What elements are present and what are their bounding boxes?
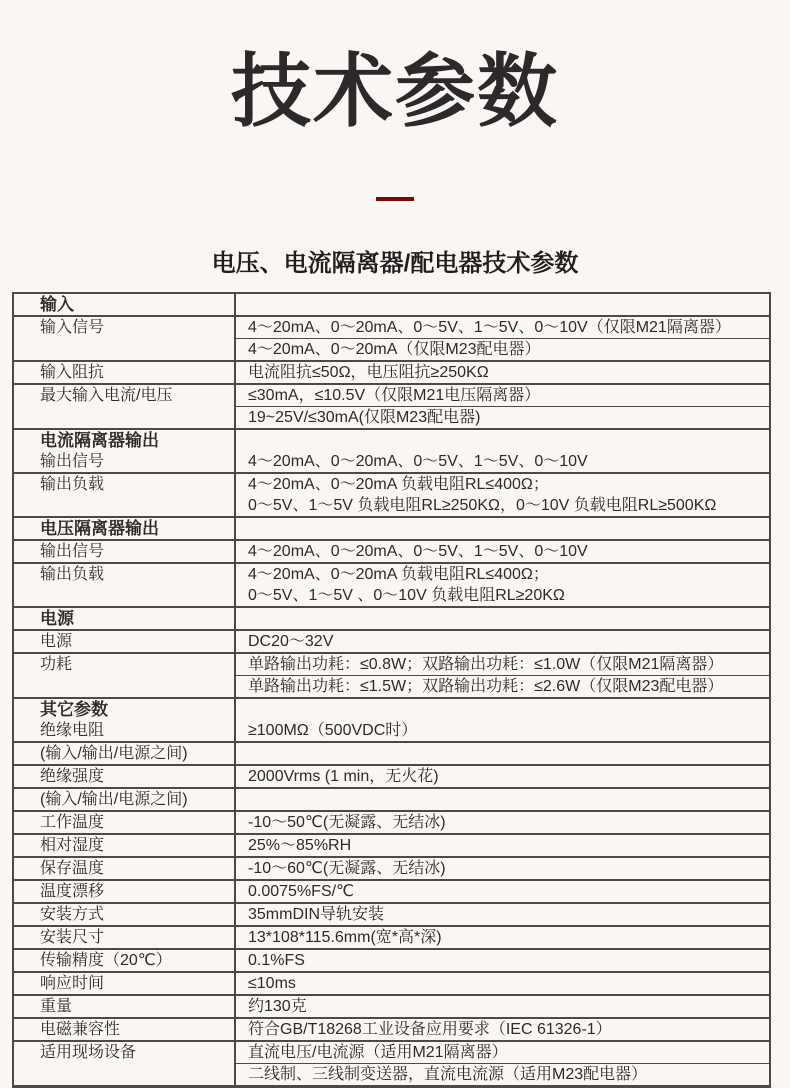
section-label: 电源 (13, 607, 235, 630)
spec-row (13, 563, 770, 607)
param-value: 19~25V/≤30mA(仅限M23配电器) (235, 407, 770, 430)
param-value (235, 788, 770, 811)
param-label: 绝缘电阻 (40, 722, 105, 739)
spec-row (13, 630, 770, 653)
param-label: (输入/输出/电源之间) (13, 788, 235, 811)
param-label: 重量 (13, 995, 235, 1018)
param-label: (输入/输出/电源之间) (13, 742, 235, 765)
param-value: 4～20mA、0～20mA、0～5V、1～5V、0～10V (235, 540, 770, 563)
section-spec-row (13, 698, 770, 742)
spec-row (13, 540, 770, 563)
param-value-line: 0～5V、1～5V 负载电阻RL≥250KΩ，0～10V 负载电阻RL≥500KΩ (248, 497, 717, 514)
param-label: 输出信号 (40, 453, 105, 470)
param-label: 温度漂移 (13, 880, 235, 903)
spec-row (13, 384, 770, 407)
spec-row (13, 653, 770, 676)
param-label: 输出负载 (13, 473, 235, 517)
spec-row (13, 316, 770, 339)
param-label: 绝缘强度 (13, 765, 235, 788)
param-value (235, 607, 770, 630)
spec-row (13, 926, 770, 949)
section-row (13, 517, 770, 540)
spec-row (13, 1041, 770, 1064)
param-value (235, 517, 770, 540)
page-title: 技术参数 (231, 47, 559, 136)
param-label: 安装尺寸 (13, 926, 235, 949)
param-label: 输入信号 (13, 316, 235, 361)
param-value: ≤30mA，≤10.5V（仅限M21电压隔离器） (235, 384, 770, 407)
param-value: 0.0075%FS/℃ (235, 880, 770, 903)
param-label: 相对湿度 (13, 834, 235, 857)
spec-row (13, 473, 770, 517)
param-value-line: 4～20mA、0～20mA 负载电阻RL≤400Ω； (248, 566, 549, 583)
spec-row (13, 788, 770, 811)
section-spec-row (13, 429, 770, 473)
spec-row (13, 361, 770, 384)
param-label: 适用现场设备 (13, 1041, 235, 1087)
section-label: 其它参数 (40, 700, 108, 719)
param-value: 单路输出功耗：≤1.5W；双路输出功耗：≤2.6W（仅限M23配电器） (235, 676, 770, 699)
section-label: 电压隔离器输出 (13, 517, 235, 540)
param-value: DC20～32V (235, 630, 770, 653)
param-value-line: 4～20mA、0～20mA 负载电阻RL≤400Ω； (248, 476, 549, 493)
param-value: 约130克 (235, 995, 770, 1018)
param-value: 25%～85%RH (235, 834, 770, 857)
spec-row (13, 972, 770, 995)
accent-dash-divider (376, 197, 414, 201)
param-value: 13*108*115.6mm(宽*高*深) (235, 926, 770, 949)
param-value (235, 293, 770, 316)
param-value: 4～20mA、0～20mA（仅限M23配电器） (235, 339, 770, 362)
param-value: 单路输出功耗：≤0.8W；双路输出功耗：≤1.0W（仅限M21隔离器） (235, 653, 770, 676)
param-label: 工作温度 (13, 811, 235, 834)
section-row (13, 607, 770, 630)
param-value: -10～50℃(无凝露、无结冰) (235, 811, 770, 834)
spec-row (13, 857, 770, 880)
param-value: 4～20mA、0～20mA、0～5V、1～5V、0～10V (235, 429, 770, 473)
spec-row (13, 949, 770, 972)
spec-table (12, 292, 771, 1088)
section-row (13, 293, 770, 316)
param-value: 电流阻抗≤50Ω，电压阻抗≥250KΩ (235, 361, 770, 384)
table-caption: 电压、电流隔离器/配电器技术参数 (211, 250, 579, 277)
spec-row (13, 1018, 770, 1041)
param-value: ≤10ms (235, 972, 770, 995)
param-label: 电磁兼容性 (13, 1018, 235, 1041)
param-label: 电源 (13, 630, 235, 653)
param-value: 35mmDIN导轨安装 (235, 903, 770, 926)
param-label: 安装方式 (13, 903, 235, 926)
spec-row (13, 765, 770, 788)
param-value: 4～20mA、0～20mA、0～5V、1～5V、0～10V（仅限M21隔离器） (235, 316, 770, 339)
spec-row (13, 811, 770, 834)
section-label: 输入 (13, 293, 235, 316)
param-label: 最大输入电流/电压 (13, 384, 235, 429)
param-label: 输入阻抗 (13, 361, 235, 384)
param-value: 二线制、三线制变送器，直流电流源（适用M23配电器） (235, 1064, 770, 1087)
param-value: 符合GB/T18268工业设备应用要求（IEC 61326-1） (235, 1018, 770, 1041)
param-label: 传输精度（20℃） (13, 949, 235, 972)
param-value: 0.1%FS (235, 949, 770, 972)
param-value (235, 742, 770, 765)
param-label: 功耗 (13, 653, 235, 698)
param-value-line: 0～5V、1～5V 、0～10V 负载电阻RL≥20KΩ (248, 587, 565, 604)
param-value: 2000Vrms (1 min，无火花) (235, 765, 770, 788)
spec-row (13, 903, 770, 926)
spec-row (13, 834, 770, 857)
param-value: 直流电压/电流源（适用M21隔离器） (235, 1041, 770, 1064)
section-label: 电流隔离器输出 (40, 431, 159, 450)
param-value: ≥100MΩ（500VDC时） (235, 698, 770, 742)
spec-row (13, 742, 770, 765)
param-label: 响应时间 (13, 972, 235, 995)
param-label: 保存温度 (13, 857, 235, 880)
spec-row (13, 995, 770, 1018)
param-label: 输出负载 (13, 563, 235, 607)
param-label: 输出信号 (13, 540, 235, 563)
spec-row (13, 880, 770, 903)
param-value: -10～60℃(无凝露、无结冰) (235, 857, 770, 880)
